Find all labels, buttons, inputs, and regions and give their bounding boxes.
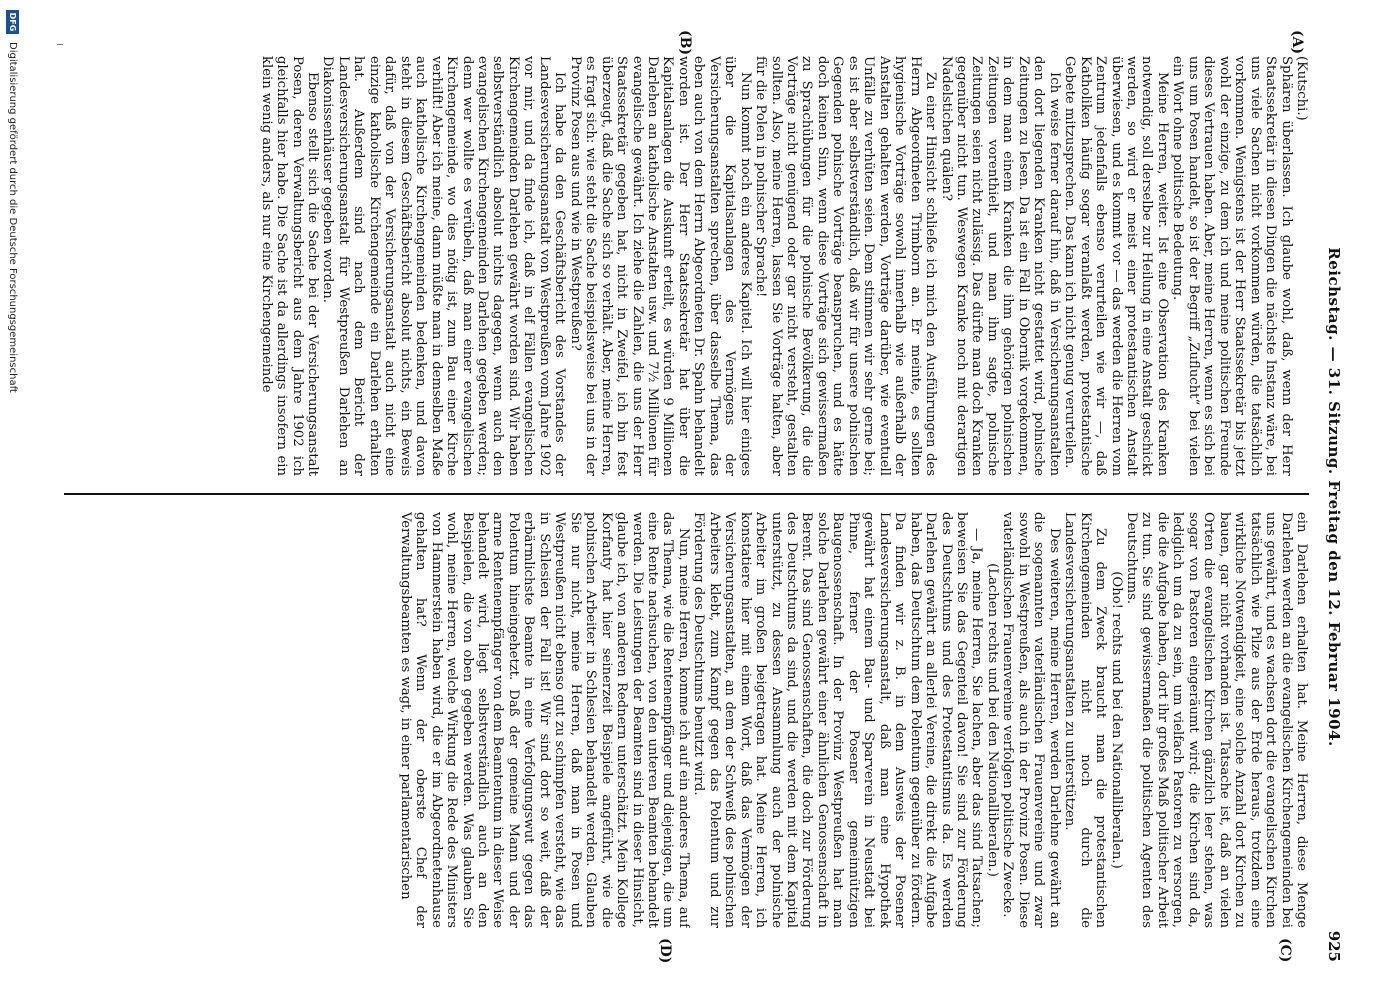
page-number: 925 xyxy=(1325,930,1343,962)
interjection: (Lachen rechts und bei den Nationalliberalen.) xyxy=(984,563,1000,877)
margin-mark-b: (B) xyxy=(677,30,693,56)
paragraph: — Ja, meine Herren, Sie lachen, aber das sind Tatsachen; beweisen Sie das Gegenteil davon! Sie sind zur Förderung des Deutschtums und des Protestantismus da. Es werden Darlehen gewährt an allerlei Vereine, die direkt die Aufgabe haben, das Deutschtum dem Polentum gegenüber zu fördern. Da finden wir z. B. in dem Ausweis der Posener Landesversicherungsanstalt, daß man eine Hypothek gewährt hat einem Bau- und Sparverein in Neustadt bei Pinne, ferner der Posener gemeinnützigen Baugenossenschaft. In der Provinz Westpreußen hat man solche Darlehen gewährt einer ähnlichen Genossenschaft in Berent. Das sind Genossenschaften, die doch zur Förderung des Deutschtums da sind, und die werden mit dem Kapital unterstützt, zu dessen Ansammlung auch der polnische Arbeiter im großen beigetragen hat. Meine Herren, ich konstatiere hier mit einem Wort, daß das Vermögen der Versicherungsanstalten, an dem der Schweiß des polnischen Arbeiters klebt, zum Kampf gegen das Polentum und zur Förderung des Deutschtums benutzt wird. xyxy=(691,512,985,928)
paragraph: Sphären überlassen. Ich glaube wohl, daß, wenn der Herr Staatssekretär in diesen Dingen die nächste Instanz wäre, bei uns viele Sachen nicht vorkommen würden, die tatsächlich vorkommen. Wenigstens ist der Herr Staatssekretär bis jetzt wohl der einzige, zu dem ich und meine politischen Freunde dieses Vertrauen haben. Aber, meine Herren, wenn es sich bei uns um Posen handelt, so ist der Begriff „Zuflucht“ bei vielen ein Wort ohne politische Bedeutung. xyxy=(1170,56,1294,476)
funding-note: Digitalisierung gefördert durch die Deutsche Forschungsgemeinschaft xyxy=(7,42,18,393)
paragraph: Zu einer Hinsicht schließe ich mich den Ausführungen des Herrn Abgeordneten Trimborn an. Er meinte, es sollten hygienische Vorträge sowohl innerhalb wie außerhalb der Anstalten gehalten werden, Vorträge darüber, wie eventuell Unfälle zu verhüten seien. Dem stimmen wir sehr gerne bei; es ist aber selbstverständlich, daß wir für unsere polnischen Gegenden polnische Vorträge beanspruchen, und es hätte doch keinen Sinn, wenn diese Vorträge sich gewissermaßen zu Sprachübungen für die polnische Bevölkerung, die die Vorträge nicht genügend oder gar nicht versteht, gestalten sollten. Also, meine Herren, lassen Sie Vorträge halten, aber für die Polen in polnischer Sprache! xyxy=(753,56,939,476)
paragraph: Nun kommt noch ein anderes Kapitel. Ich will hier einiges über die Kapitalsanlagen des Vermögens der Versicherungsanstalten sprechen, über dasselbe Thema, das eben auch von dem Herrn Abgeordneten Dr. Spahn behandelt worden ist. Der Herr Staatssekretär hat über die Kapitalsanlagen die Auskunft erteilt, es würden 9 Millionen Darlehen an katholische Anstalten usw. und 7½ Millionen für evangelische gewährt. Ich ziehe die Zahlen, die uns der Herr Staatssekretär gegeben hat, nicht in Zweifel, ich bin fest überzeugt, daß die Sache sich so verhält. Aber, meine Herren, es fragt sich: wie steht die Sache beispielsweise bei uns in der Provinz Posen aus und wie in Westpreußen? xyxy=(567,56,753,476)
margin-mark-a: (A) xyxy=(1289,30,1305,55)
interjection: (Oho! rechts und bei den Nationalliberalen.) xyxy=(1108,571,1124,869)
paragraph: Des weiteren, meine Herren, werden Darlehne gewährt an die sogenannten vaterländischen Frauenvereine und zwar sowohl in Westpreußen, als auch in der Provinz Posen. Diese vaterländischen Frauenvereine verfolgen politische Zwecke. xyxy=(1000,512,1062,928)
right-column xyxy=(64,512,1309,928)
paragraph: ein Darlehen erhalten hat. Meine Herren, diese Menge Darlehen werden an die evangelischen Kirchengemeinden bei uns gewährt, und es wachsen dort die evangelischen Kirchen tatsächlich wie Pilze aus der Erde heraus, trotzdem eine wirkliche Notwendigkeit, eine solche Anzahl dort Kirchen zu bauen, gar nicht vorhanden ist. Tatsache ist, daß an vielen Orten die evangelischen Kirchen gänzlich leer stehen, was sogar von Pastoren eingeräumt wird; die Kirchen sind da, lediglich um da zu sein, um vielfach Pastoren zu versorgen, die die Aufgabe haben, dort ihr großes Maß politischer Arbeit zu tun. Sie sind gewissermaßen die politischen Agenten des Deutschtums. xyxy=(1124,512,1309,928)
margin-mark-d: (D) xyxy=(657,938,673,964)
paragraph: Ich weise ferner darauf hin, daß in Versicherungsanstalten den dort liegenden Kranken nicht gestattet wird, polnische Zeitungen zu lesen. Da ist ein Fall in Obornik vorgekommen, in dem man einem Kranken die ihm gehörigen polnischen Zeitungen vorenthielt, und man ihm sagte, polnische Zeitungen seien nicht zulässig. Das dürfte man doch Kranken gegenüber nicht tun. Weswegen Kranke noch mit derartigen Nadelstichen quälen? xyxy=(938,56,1062,476)
margin-mark-c: (C) xyxy=(1277,938,1293,963)
left-column xyxy=(64,56,1309,476)
page-header xyxy=(1309,32,1343,962)
dfg-logo-icon: DFG xyxy=(6,10,19,34)
speaker-name: (Kutschi.) xyxy=(1294,56,1309,121)
paragraph: Meine Herren, weiter. Ist eine Observation des Kranken notwendig, soll derselbe zur Heilung in eine Anstalt geschickt werden, so wird er meist einer protestantischen Anstalt überwiesen, und es kommt vor — das werden die Herren vom Zentrum jedenfalls ebenso verurteilen wie wir —, daß Katholiken häufig sogar veranlaßt werden, protestantische Gebete mitzusprechen. Das kann ich nicht genug verurteilen. xyxy=(1062,56,1170,476)
scan-speck xyxy=(57,44,63,45)
column-divider xyxy=(64,493,1309,495)
running-title: Reichstag. — 31. Sitzung. Freitag den 12. Februar 1904. xyxy=(1325,247,1343,747)
paragraph: Ich habe da den Geschäftsbericht des Vorstandes der Landesversicherungsanstalt von Westpreußen vom Jahre 1902 vor mir, und da finde ich, daß in elf Fällen evangelischen Kirchengemeinden Darlehen gewährt worden sind. Wir haben selbstverständlich absolut nichts dagegen, wenn auch den evangelischen Kirchengemeinden Darlehen gegeben werden; denn wer wollte es verübeln, daß man einer evangelischen Kirchengemeinde, wo dies nötig ist, zum Bau einer Kirche verhilft! Aber ich meine, dann müßte man in demselben Maße auch katholische Kirchengemeinden bedenken, und davon steht in diesem Geschäftsbericht absolut nichts, ein Beweis dafür, daß von der Versicherungsanstalt auch nicht eine einzige katholische Kirchengemeinde ein Darlehen erhalten hat. Außerdem sind nach dem Bericht der Landesversicherungsanstalt für Westpreußen Darlehen an Diakonissenhäuser gegeben worden. xyxy=(320,56,568,476)
paragraph: Nun, meine Herren, komme ich auf ein anderes Thema, auf das Thema, wie die Rentenempfänger und diejenigen, die um eine Rente nachsuchen, von den unteren Beamten behandelt werden. Die Leistungen der Beamten sind in dieser Hinsicht, glaube ich, von anderen Rednern unterschätzt. Mein Kollege Korfanty hat hier seinerzeit Beispiele angeführt, wie die polnischen Arbeiter in Schlesien behandelt werden. Glauben Sie nur nicht, meine Herren, daß man in Posen und Westpreußen nicht ebenso gut zu schimpfen versteht, wie das in Schlesien der Fall ist! Wir sind dort so weit, daß der erbärmlichste Beamte in eine Verfolgungswut gegen das Polentum hineingehetzt. Daß der gemeine Mann und der arme Rentenempfänger von dem Beamtentum in dieser Weise behandelt wird, liegt selbstverständlich auch an den Beispielen, die von oben gegeben werden. Was glauben Sie wohl, meine Herren, welche Wirkung die Rede des Ministers von Hammerstein haben wird, die er im Abgeordnetenhause gehalten hat? Wenn der oberste Chef der Verwaltungsbeamten es wagt, in einer parlamentarischen xyxy=(397,512,691,928)
paragraph: Zu dem Zweck braucht man die protestantischen Kirchengemeinden nicht noch durch die Landesversicherungsanstalten zu unterstützen. xyxy=(1062,512,1109,928)
page-footer xyxy=(1,0,21,1000)
paragraph: Ebenso stellt sich die Sache bei der Versicherungsanstalt Posen, deren Verwaltungsbericht aus dem Jahre 1902 ich gleichfalls hier habe. Die Sache ist da allerdings insofern ein klein wenig anders, als nur eine Kirchengemeinde xyxy=(258,56,320,476)
